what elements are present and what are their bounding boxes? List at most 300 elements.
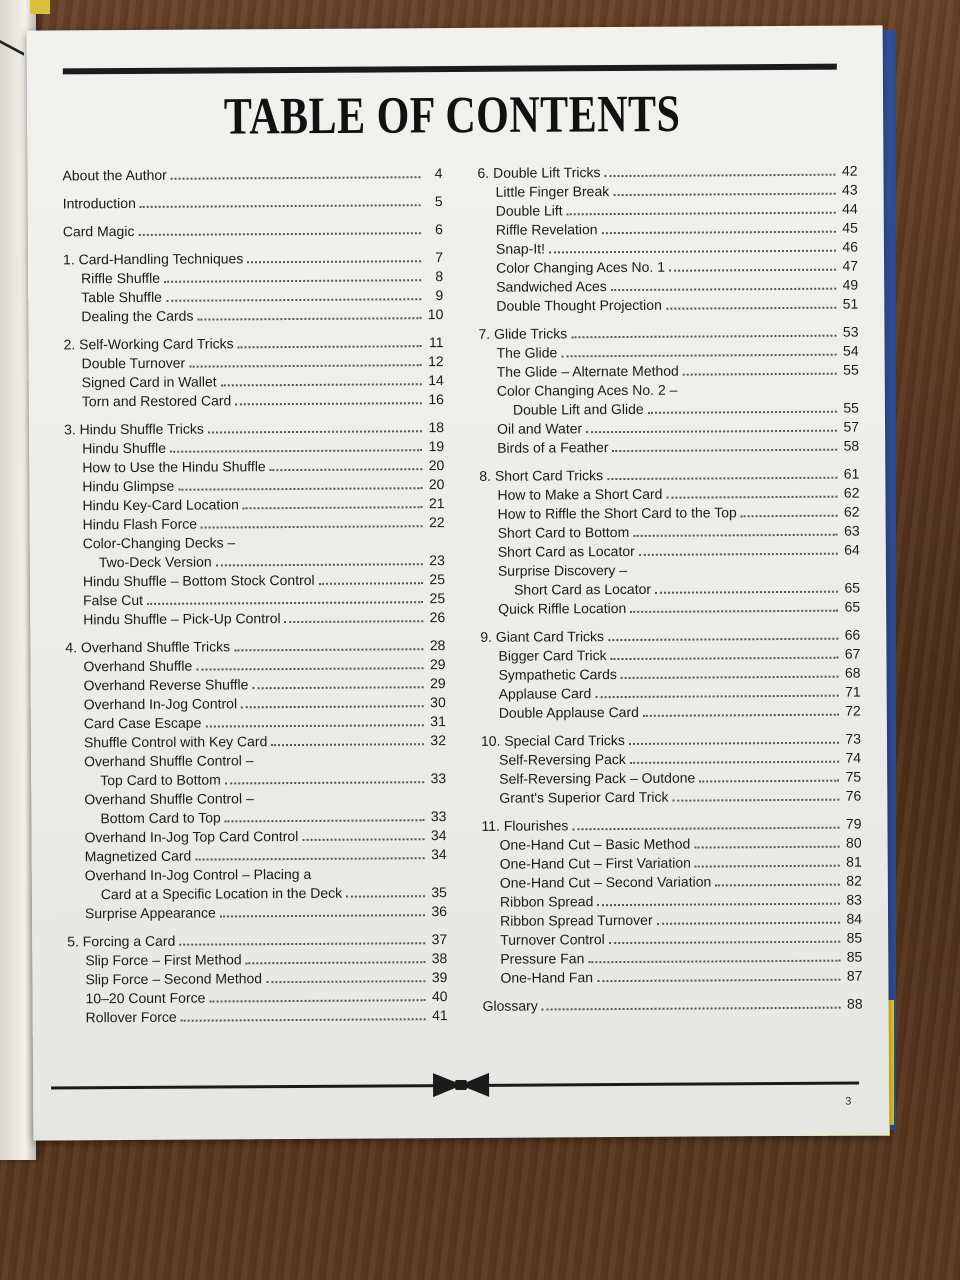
toc-entry-page: 39 xyxy=(431,969,448,986)
toc-entry xyxy=(67,844,447,865)
toc-entry xyxy=(65,550,445,571)
toc-entry xyxy=(482,833,862,854)
toc-entry xyxy=(481,682,861,703)
toc-entry xyxy=(63,247,443,268)
toc-entry-page: 87 xyxy=(846,967,863,984)
toc-entry-page: 64 xyxy=(844,541,860,558)
dot-leader xyxy=(241,705,424,708)
toc-entry-label: Top Card to Bottom xyxy=(100,771,221,789)
book-page xyxy=(27,25,890,1140)
dot-leader xyxy=(613,193,835,196)
dot-leader xyxy=(699,780,839,783)
dot-leader xyxy=(208,430,422,433)
dot-leader xyxy=(147,601,423,605)
cover-yellow-corner xyxy=(30,0,50,14)
toc-entry xyxy=(481,663,861,684)
toc-entry-page: 19 xyxy=(428,438,445,455)
toc-entry-page: 20 xyxy=(428,457,445,474)
toc-entry xyxy=(64,493,444,514)
toc-entry-label: How to Use the Hindu Shuffle xyxy=(82,458,266,476)
toc-entry-label: Birds of a Feather xyxy=(497,439,609,456)
toc-entry-page: 29 xyxy=(429,675,446,692)
toc-entry xyxy=(66,692,446,713)
dot-leader xyxy=(715,884,840,887)
dot-leader xyxy=(235,402,422,405)
left-page-rule xyxy=(0,0,24,56)
toc-entry xyxy=(66,673,446,694)
toc-entry-label: Hindu Shuffle – Pick-Up Control xyxy=(83,610,281,628)
toc-entry xyxy=(63,332,443,353)
toc-entry xyxy=(479,398,859,419)
dot-leader xyxy=(196,667,423,670)
toc-entry xyxy=(67,901,447,922)
toc-entry xyxy=(481,748,861,769)
dot-leader xyxy=(549,250,836,254)
toc-entry-label: One-Hand Fan xyxy=(500,969,594,986)
bowtie-icon xyxy=(431,1071,491,1099)
dot-leader xyxy=(216,563,423,566)
dot-leader xyxy=(285,620,424,623)
toc-entry xyxy=(482,909,862,930)
toc-entry xyxy=(481,814,861,835)
dot-leader xyxy=(666,496,837,499)
toc-entry-page: 34 xyxy=(430,827,447,844)
toc-entry-label: 10–20 Count Force xyxy=(85,989,206,1007)
dot-leader xyxy=(609,941,840,944)
toc-entry xyxy=(481,701,861,722)
toc-entry-page: 81 xyxy=(846,853,862,870)
toc-entry-page: 33 xyxy=(430,808,447,825)
toc-entry xyxy=(482,928,862,949)
toc-entry-label: 7. Glide Tricks xyxy=(478,325,568,342)
toc-entry-label: The Glide xyxy=(496,344,558,361)
toc-entry-page: 38 xyxy=(431,950,448,967)
toc-entry-label: Hindu Flash Force xyxy=(82,515,198,533)
toc-entry-label: 11. Flourishes xyxy=(481,817,569,834)
toc-entry-page: 63 xyxy=(844,522,860,539)
toc-entry xyxy=(479,483,859,504)
toc-entry-page: 85 xyxy=(846,929,863,946)
toc-entry-label: Color Changing Aces No. 2 – xyxy=(496,381,678,399)
dot-leader xyxy=(608,638,838,641)
toc-entry xyxy=(64,474,444,495)
dot-leader xyxy=(209,999,425,1002)
toc-entry xyxy=(483,994,863,1015)
toc-entry xyxy=(63,285,443,306)
toc-entry-page: 44 xyxy=(842,200,858,217)
toc-entry-label: Hindu Key-Card Location xyxy=(82,496,239,514)
dot-leader xyxy=(602,231,836,234)
toc-entry-page: 18 xyxy=(428,419,445,436)
dot-leader xyxy=(611,288,836,291)
toc-entry-page: 25 xyxy=(429,590,446,607)
dot-leader xyxy=(567,212,836,216)
dot-leader xyxy=(631,574,838,575)
toc-entry-label: Little Finger Break xyxy=(495,183,610,200)
toc-entry xyxy=(477,161,857,182)
toc-entry-label: 3. Hindu Shuffle Tricks xyxy=(64,420,204,438)
toc-entry-page: 23 xyxy=(429,552,445,569)
toc-entry-page: 26 xyxy=(429,609,446,626)
dot-leader xyxy=(572,827,839,831)
toc-entry-label: About the Author xyxy=(62,166,167,184)
toc-entry-label: Slip Force – First Method xyxy=(85,951,242,969)
dot-leader xyxy=(611,657,839,660)
dot-leader xyxy=(179,942,425,946)
toc-entry-label: Overhand In-Jog Control – Placing a xyxy=(84,865,312,884)
toc-entry xyxy=(65,531,445,552)
toc-entry-page: 5 xyxy=(434,193,443,210)
toc-entry-label: Magnetized Card xyxy=(84,847,192,865)
toc-entry xyxy=(67,863,447,884)
toc-entry xyxy=(63,219,443,240)
dot-leader xyxy=(302,838,424,841)
toc-entry-page: 47 xyxy=(842,257,859,274)
toc-entry-label: Double Lift and Glide xyxy=(512,400,644,418)
toc-entry-page: 68 xyxy=(844,664,861,681)
toc-entry-label: Ribbon Spread xyxy=(499,893,594,910)
toc-entry-label: Hindu Glimpse xyxy=(82,477,175,495)
toc-entry xyxy=(67,967,447,988)
toc-entry xyxy=(65,635,445,656)
toc-entry-page: 35 xyxy=(431,884,447,901)
toc-entry-label: Card Case Escape xyxy=(83,714,202,732)
dot-leader xyxy=(252,686,423,689)
dot-leader xyxy=(189,364,421,367)
toc-entry xyxy=(66,768,446,789)
toc-entry xyxy=(65,607,445,628)
toc-entry-label: 10. Special Card Tricks xyxy=(480,731,625,749)
dot-leader xyxy=(621,676,839,679)
dot-leader xyxy=(234,648,423,651)
toc-entry xyxy=(67,929,447,950)
toc-entry xyxy=(66,806,446,827)
toc-entry xyxy=(478,180,858,201)
toc-entry-label: Double Thought Projection xyxy=(496,296,662,314)
toc-entry xyxy=(479,436,859,457)
toc-entry-page: 40 xyxy=(431,988,448,1005)
dot-leader xyxy=(561,354,836,358)
toc-entry-label: Overhand In-Jog Top Card Control xyxy=(84,827,299,846)
toc-entry xyxy=(65,569,445,590)
dot-leader xyxy=(258,802,425,803)
toc-entry xyxy=(63,304,443,325)
toc-entry xyxy=(480,502,860,523)
toc-entry-label: Dealing the Cards xyxy=(81,307,194,325)
toc-entry xyxy=(478,199,858,220)
dot-leader xyxy=(178,487,422,490)
toc-entry-page: 22 xyxy=(429,514,445,531)
dot-leader xyxy=(597,979,840,982)
dot-leader xyxy=(246,961,426,964)
dot-leader xyxy=(630,761,839,764)
dot-leader xyxy=(258,764,425,765)
toc-entry-page: 30 xyxy=(430,694,446,711)
toc-entry xyxy=(482,852,862,873)
toc-entry xyxy=(482,871,862,892)
toc-entry-label: Card Magic xyxy=(62,222,135,240)
toc-entry-page: 62 xyxy=(843,503,860,520)
toc-entry-page: 42 xyxy=(841,162,858,179)
toc-entry-page: 71 xyxy=(845,683,861,700)
toc-entry-page: 12 xyxy=(428,353,444,370)
toc-entry-page: 16 xyxy=(428,391,444,408)
toc-entry xyxy=(64,370,444,391)
dot-leader xyxy=(694,846,839,849)
dot-leader xyxy=(695,865,840,868)
dot-leader xyxy=(542,1007,841,1011)
dot-leader xyxy=(741,515,838,518)
toc-entry-label: Short Card to Bottom xyxy=(497,523,630,541)
toc-entry-label: Short Card as Locator xyxy=(513,580,652,598)
toc-entry-label: 5. Forcing a Card xyxy=(67,932,176,950)
dot-leader xyxy=(243,506,423,509)
toc-entry-page: 51 xyxy=(842,295,859,312)
toc-entry-page: 25 xyxy=(429,571,446,588)
dot-leader xyxy=(315,878,425,879)
dot-leader xyxy=(238,345,422,348)
toc-entry-page: 34 xyxy=(431,846,447,863)
toc-entry-label: One-Hand Cut – Basic Method xyxy=(499,835,691,853)
toc-entry-page: 65 xyxy=(844,598,861,615)
dot-leader xyxy=(164,279,421,283)
toc-entry-page: 83 xyxy=(846,891,862,908)
page-number: 3 xyxy=(845,1095,852,1108)
toc-entry-page: 72 xyxy=(845,702,861,719)
toc-entry-page: 7 xyxy=(435,249,444,266)
dot-leader xyxy=(220,914,425,917)
toc-entry-page: 33 xyxy=(430,770,447,787)
toc-entry-page: 28 xyxy=(429,637,446,654)
toc-entry-page: 67 xyxy=(844,645,861,662)
toc-entry-label: Oil and Water xyxy=(497,420,583,437)
toc-entry xyxy=(481,767,861,788)
dot-leader xyxy=(666,307,836,310)
dot-leader xyxy=(205,724,423,727)
dot-leader xyxy=(648,411,837,414)
toc-entry-label: Overhand Reverse Shuffle xyxy=(83,676,249,694)
dot-leader xyxy=(655,591,838,594)
toc-entry-label: Self-Reversing Pack xyxy=(499,750,626,768)
dot-leader xyxy=(612,449,837,452)
toc-entry-label: 9. Giant Card Tricks xyxy=(480,628,605,645)
toc-entry-label: Slip Force – Second Method xyxy=(85,970,263,988)
toc-entry-page: 79 xyxy=(845,815,862,832)
toc-entry xyxy=(68,1005,448,1026)
toc-entry-page: 49 xyxy=(842,276,859,293)
dot-leader xyxy=(266,980,425,983)
toc-entry-label: Turnover Control xyxy=(500,931,605,948)
toc-entry xyxy=(478,237,858,258)
toc-entry-label: One-Hand Cut – First Variation xyxy=(499,854,691,872)
toc-entry-page: 75 xyxy=(845,768,862,785)
toc-entry-label: Riffle Revelation xyxy=(495,221,598,238)
toc-entry-label: Shuffle Control with Key Card xyxy=(83,733,268,751)
toc-entry-label: Table Shuffle xyxy=(81,288,162,306)
dot-leader xyxy=(588,960,840,964)
toc-entry xyxy=(481,786,861,807)
toc-entry xyxy=(478,218,858,239)
toc-entry-page: 14 xyxy=(428,372,444,389)
toc-entry-label: Introduction xyxy=(62,194,136,212)
toc-entry-label: Grant's Superior Card Trick xyxy=(499,788,669,806)
toc-entry xyxy=(67,948,447,969)
toc-entry-page: 21 xyxy=(428,495,445,512)
toc-entry-label: Quick Riffle Location xyxy=(498,599,627,617)
toc-entry-label: Applause Card xyxy=(498,685,592,702)
dot-leader xyxy=(633,534,837,537)
toc-entry xyxy=(479,417,859,438)
toc-entry xyxy=(478,294,858,315)
toc-entry xyxy=(64,436,444,457)
toc-entry xyxy=(66,825,446,846)
toc-entry-page: 37 xyxy=(431,931,448,948)
toc-entry-label: Signed Card in Wallet xyxy=(81,373,217,391)
toc-entry-page: 4 xyxy=(434,165,443,182)
toc-right-column xyxy=(477,161,862,1015)
toc-entry-page: 76 xyxy=(845,787,862,804)
page-title: TABLE OF CONTENTS xyxy=(223,85,681,147)
toc-entry-page: 6 xyxy=(434,221,443,238)
dot-leader xyxy=(171,176,421,180)
dot-leader xyxy=(597,903,840,906)
toc-entry-label: Hindu Shuffle xyxy=(82,439,167,457)
toc-entry-label: Color Changing Aces No. 1 xyxy=(496,258,665,276)
toc-entry-page: 45 xyxy=(842,219,858,236)
toc-entry xyxy=(482,947,862,968)
toc-entry-label: Bottom Card to Top xyxy=(100,809,221,827)
toc-entry-page: 61 xyxy=(843,465,860,482)
dot-leader xyxy=(657,922,840,925)
toc-entry xyxy=(65,654,445,675)
toc-entry-label: Surprise Appearance xyxy=(84,904,216,922)
dot-leader xyxy=(195,857,424,860)
dot-leader xyxy=(630,610,838,613)
toc-entry-label: Double Lift xyxy=(495,202,563,219)
toc-entry xyxy=(66,787,446,808)
toc-entry xyxy=(481,729,861,750)
toc-entry xyxy=(66,730,446,751)
toc-entry-page: 29 xyxy=(429,656,446,673)
toc-entry-label: Card at a Specific Location in the Deck xyxy=(100,884,343,903)
toc-entry-page: 54 xyxy=(842,342,859,359)
toc-entry xyxy=(67,986,447,1007)
toc-entry xyxy=(64,417,444,438)
toc-entry xyxy=(479,360,859,381)
toc-entry-label: How to Riffle the Short Card to the Top xyxy=(497,504,737,522)
toc-entry-page: 46 xyxy=(842,238,859,255)
toc-entry-label: 6. Double Lift Tricks xyxy=(477,164,601,181)
toc-entry xyxy=(64,351,444,372)
dot-leader xyxy=(221,383,422,386)
toc-entry-label: Short Card as Locator xyxy=(497,542,635,560)
toc-entry-page: 9 xyxy=(435,287,444,304)
toc-entry-label: Color-Changing Decks – xyxy=(82,534,236,552)
toc-entry-label: Two-Deck Version xyxy=(98,553,212,571)
toc-entry xyxy=(65,512,445,533)
dot-leader xyxy=(319,582,423,585)
toc-entry-page: 55 xyxy=(843,399,859,416)
dot-leader xyxy=(197,317,421,320)
toc-entry-label: Surprise Discovery – xyxy=(497,561,628,579)
dot-leader xyxy=(681,394,836,395)
toc-entry xyxy=(479,379,859,400)
toc-entry xyxy=(480,625,860,646)
toc-entry-page: 32 xyxy=(430,732,447,749)
toc-entry-label: The Glide – Alternate Method xyxy=(496,362,679,380)
toc-entry-label: How to Make a Short Card xyxy=(497,485,663,503)
toc-entry-page: 73 xyxy=(845,730,862,747)
dot-leader xyxy=(170,449,422,453)
dot-leader xyxy=(346,895,425,897)
dot-leader xyxy=(239,546,422,547)
toc-entry-label: 2. Self-Working Card Tricks xyxy=(63,335,234,353)
dot-leader xyxy=(247,260,421,263)
toc-entry-label: 1. Card-Handling Techniques xyxy=(62,250,244,268)
toc-entry xyxy=(66,711,446,732)
toc-entry-page: 41 xyxy=(432,1007,448,1024)
toc-entry-page: 84 xyxy=(846,910,863,927)
dot-leader xyxy=(595,695,838,698)
toc-entry xyxy=(478,256,858,277)
toc-entry xyxy=(67,882,447,903)
toc-entry-label: Bigger Card Trick xyxy=(498,647,607,664)
dot-leader xyxy=(607,477,837,480)
toc-entry-page: 31 xyxy=(430,713,446,730)
toc-entry-label: Overhand Shuffle Control – xyxy=(84,752,254,770)
toc-entry xyxy=(480,559,860,580)
toc-entry-page: 11 xyxy=(428,334,444,351)
toc-entry-page: 74 xyxy=(845,749,862,766)
toc-entry xyxy=(65,588,445,609)
toc-entry-page: 36 xyxy=(431,903,448,920)
toc-left-column xyxy=(62,163,447,1026)
toc-entry-page: 53 xyxy=(842,323,859,340)
toc-entry-page: 10 xyxy=(427,306,444,323)
dot-leader xyxy=(639,553,838,556)
toc-entry xyxy=(482,966,862,987)
dot-leader xyxy=(643,714,839,717)
toc-entry-label: Ribbon Spread Turnover xyxy=(500,911,653,929)
toc-entry xyxy=(480,597,860,618)
toc-entry-page: 8 xyxy=(435,268,444,285)
toc-entry xyxy=(64,389,444,410)
toc-entry-page: 43 xyxy=(841,181,858,198)
toc-entry-label: Hindu Shuffle – Bottom Stock Control xyxy=(82,571,315,590)
toc-entry xyxy=(64,455,444,476)
toc-entry xyxy=(66,749,446,770)
toc-entry-label: 8. Short Card Tricks xyxy=(479,467,604,484)
toc-entry xyxy=(482,890,862,911)
toc-entry-label: Rollover Force xyxy=(85,1008,177,1026)
toc-entry xyxy=(480,644,860,665)
toc-entry xyxy=(63,191,443,212)
toc-entry-page: 66 xyxy=(844,626,861,643)
toc-entry xyxy=(63,266,443,287)
toc-entry xyxy=(62,163,442,184)
toc-entry-page: 55 xyxy=(843,361,859,378)
toc-entry-label: Glossary xyxy=(482,997,538,1014)
toc-entry-label: Riffle Shuffle xyxy=(81,269,161,287)
toc-entry xyxy=(479,341,859,362)
toc-entry-label: Double Applause Card xyxy=(498,703,639,721)
toc-entry-label: Overhand Shuffle Control – xyxy=(84,790,254,808)
toc-entry-label: Overhand In-Jog Control xyxy=(83,695,238,713)
toc-entry xyxy=(478,275,858,296)
toc-entry-label: One-Hand Cut – Second Variation xyxy=(499,873,712,891)
dot-leader xyxy=(571,335,836,339)
toc-entry-page: 85 xyxy=(846,948,863,965)
